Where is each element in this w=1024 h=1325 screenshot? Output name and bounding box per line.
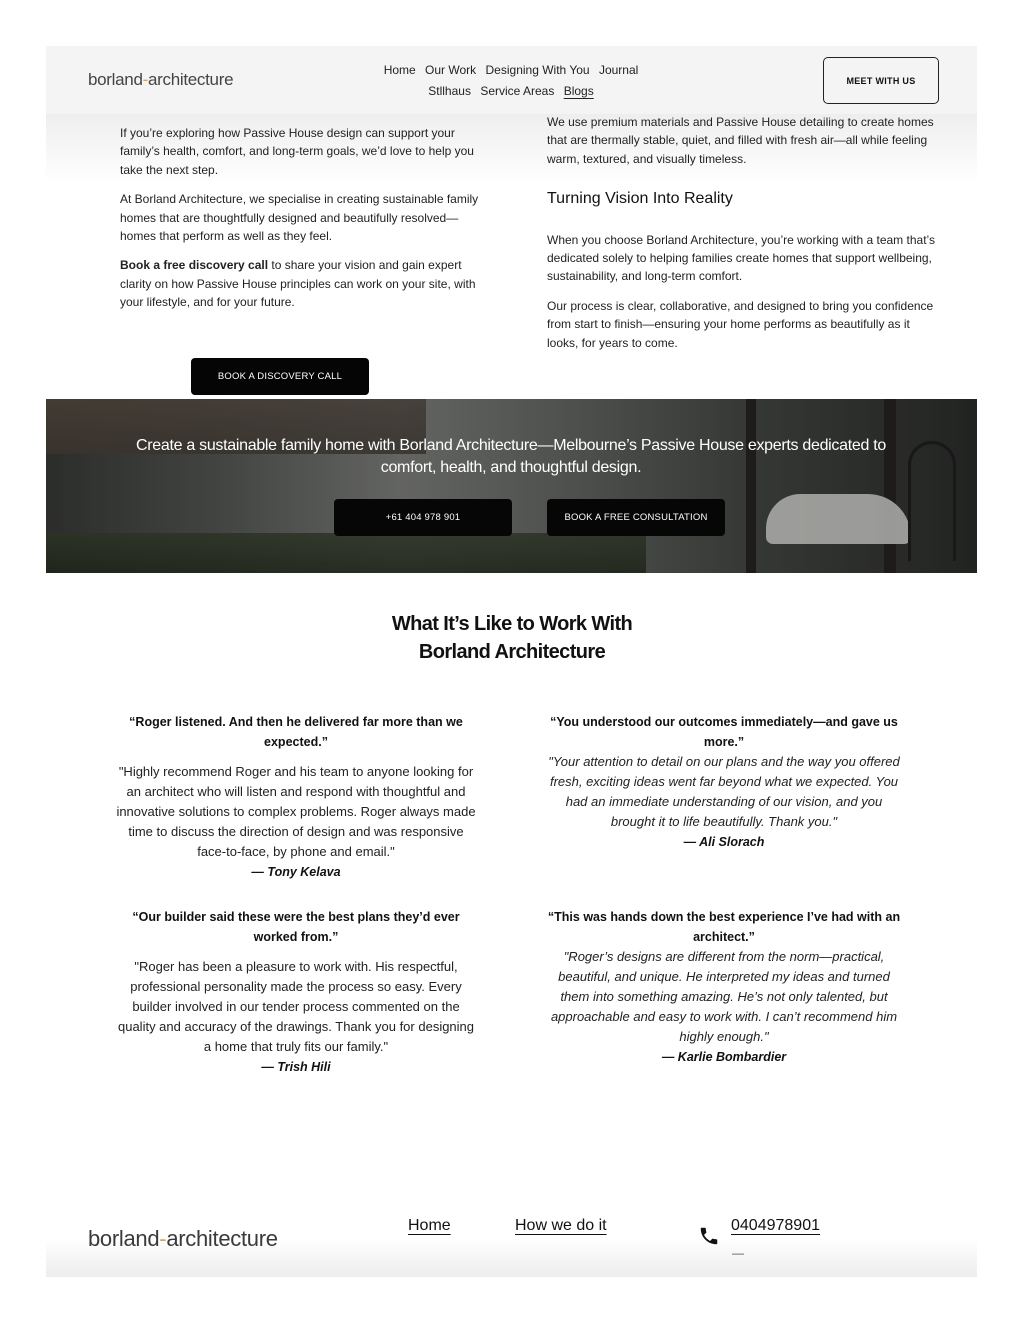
intro-left-column [120, 124, 480, 323]
phone-icon[interactable] [698, 1224, 720, 1248]
testimonial-headline: “This was hands down the best experience I’ve had with an architect.” [547, 910, 901, 944]
banner-overlay [46, 399, 977, 573]
logo-text-2: architecture [148, 70, 234, 89]
nav-stllhaus[interactable]: Stllhaus [428, 84, 471, 98]
testimonial-quote: "Roger’s designs are different from the norm—practical, beautiful, and unique. He interpreted my ideas and turned them into something amazing. He’s not only talented, but approachable and easy to work with. I can’t recommend him highly enough." [550, 949, 898, 1044]
materials-paragraph: We use premium materials and Passive House detailing to create homes that are thermally stable, quiet, and filled with fresh air—all while feeling warm, textured, and visually timeless. [547, 115, 934, 166]
intro-right-column [547, 113, 942, 363]
phone-call-button[interactable]: +61 404 978 901 [334, 499, 512, 536]
footer-logo[interactable] [88, 1226, 278, 1252]
testimonial-headline: “You understood our outcomes immediately—and gave us more.” [550, 715, 898, 749]
logo-dash: - [142, 70, 148, 89]
vision-heading: Turning Vision Into Reality [547, 190, 733, 208]
logo-text-1: borland [88, 70, 143, 89]
banner-headline: Create a sustainable family home with Borland Architecture—Melbourne’s Passive House experts dedicated to comfort, health, and thoughtful design. [136, 437, 886, 476]
testimonials-title: What It’s Like to Work With Borland Architecture [391, 613, 633, 663]
nav-blogs[interactable]: Blogs [563, 84, 594, 98]
footer-dash-mark: — [732, 1246, 744, 1260]
logo-dash: - [159, 1226, 167, 1251]
site-header [46, 46, 977, 114]
footer-phone-link[interactable]: 0404978901 [731, 1217, 820, 1234]
book-discovery-call-button[interactable]: BOOK A DISCOVERY CALL [191, 358, 369, 395]
discovery-call-emphasis: Book a free discovery call [120, 258, 269, 273]
nav-service-areas[interactable]: Service Areas [480, 84, 555, 98]
main-nav [366, 60, 656, 102]
site-footer [46, 1180, 977, 1277]
logo-text-2: architecture [166, 1226, 278, 1251]
nav-journal[interactable]: Journal [598, 63, 639, 77]
footer-link-how-we-do-it[interactable]: How we do it [515, 1217, 607, 1234]
testimonial-quote: "Roger has been a pleasure to work with. His respectful, professional personality made the process so easy. Every builder involved in our tender process commented on the quality and accuracy of the drawings. Thank you for designing a home that truly fits our family." [117, 959, 475, 1054]
process-paragraph: Our process is clear, collaborative, and designed to bring you confidence from start to finish—ensuring your home performs as beautifully as it looks, for years to come. [547, 298, 934, 350]
testimonial-author: — Ali Slorach [683, 835, 765, 849]
testimonial-quote: "Highly recommend Roger and his team to anyone looking for an architect who will listen and respond with thoughtful and innovative solutions to complex problems. Roger always made time to discuss the direction of design and was responsive face-to-face, by phone and email." [116, 764, 476, 859]
testimonial-headline: “Roger listened. And then he delivered far more than we expected.” [129, 715, 463, 749]
meet-with-us-button[interactable]: MEET WITH US [823, 57, 939, 104]
nav-home[interactable]: Home [383, 63, 416, 77]
nav-designing-with-you[interactable]: Designing With You [485, 63, 590, 77]
logo-text-1: borland [88, 1226, 160, 1251]
intro-paragraph-2: At Borland Architecture, we specialise in creating sustainable family homes that are thoughtfully designed and beautifully resolved—homes that perform as well as they feel. [120, 192, 479, 244]
free-consultation-button[interactable]: BOOK A FREE CONSULTATION [547, 499, 725, 536]
testimonial-author: — Karlie Bombardier [661, 1050, 787, 1064]
intro-paragraph-3-rest: to share your vision and gain expert clarity on how Passive House principles can work on your site, with your lifestyle, and for your future. [120, 258, 476, 310]
testimonial-quote: "Your attention to detail on our plans and the way you offered fresh, exciting ideas went far beyond what we expected. You had an immediate understanding of our vision, and you brought it to life beautifully. Thank you." [548, 754, 900, 829]
header-logo[interactable] [88, 70, 233, 90]
cta-banner [46, 399, 977, 573]
intro-paragraph-1: If you’re exploring how Passive House design can support your family’s health, comfort, and long-term goals, we’d love to help you take the next step. [120, 126, 474, 177]
testimonial-card [544, 907, 904, 1067]
testimonial-card [544, 712, 904, 852]
testimonial-card [116, 907, 476, 1077]
testimonial-card [116, 712, 476, 882]
intro-paragraph-3 [120, 256, 480, 311]
footer-link-home[interactable]: Home [408, 1217, 451, 1234]
testimonial-author: — Tony Kelava [251, 865, 341, 879]
nav-our-work[interactable]: Our Work [425, 63, 477, 77]
testimonial-headline: “Our builder said these were the best plans they’d ever worked from.” [132, 910, 460, 944]
team-paragraph: When you choose Borland Architecture, you’re working with a team that’s dedicated solely to helping families create homes that support wellbeing, sustainability, and long-term comfort. [547, 232, 935, 284]
testimonial-author: — Trish Hili [261, 1060, 331, 1074]
